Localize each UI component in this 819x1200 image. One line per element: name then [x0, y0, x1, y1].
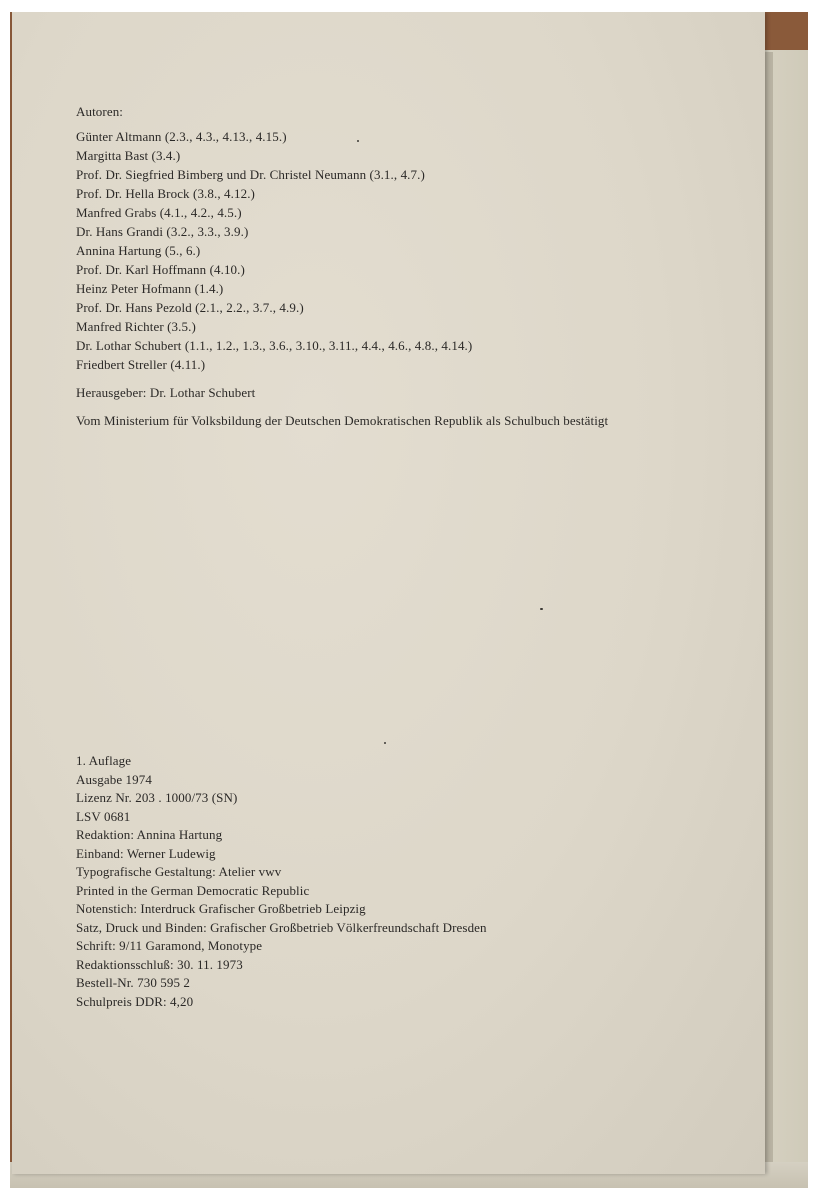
- paper-speck: [540, 608, 543, 610]
- imprint-binding: Einband: Werner Ludewig: [76, 845, 216, 861]
- imprint-issue: Ausgabe 1974: [76, 771, 152, 787]
- paper-speck: [357, 140, 359, 142]
- imprint-price: Schulpreis DDR: 4,20: [76, 993, 194, 1009]
- author-line: Prof. Dr. Hella Brock (3.8., 4.12.): [76, 186, 255, 201]
- author-line: Dr. Hans Grandi (3.2., 3.3., 3.9.): [76, 224, 249, 239]
- paper-speck: [384, 742, 386, 744]
- author-line: Prof. Dr. Siegfried Bimberg und Dr. Christel Neumann (3.1., 4.7.): [76, 167, 425, 182]
- imprint-engraving: Notenstich: Interdruck Grafischer Großbetrieb Leipzig: [76, 901, 366, 916]
- book-cover-edge: [765, 52, 773, 1188]
- author-line: Manfred Richter (3.5.): [76, 319, 196, 334]
- author-line: Manfred Grabs (4.1., 4.2., 4.5.): [76, 205, 242, 220]
- imprint-font: Schrift: 9/11 Garamond, Monotype: [76, 938, 263, 953]
- author-line: Friedbert Streller (4.11.): [76, 357, 206, 372]
- author-line: Prof. Dr. Karl Hoffmann (4.10.): [76, 262, 245, 277]
- imprint-printing: Satz, Druck und Binden: Grafischer Großbetrieb Völkerfreundschaft Dresden: [76, 919, 487, 935]
- imprint-edition: 1. Auflage: [76, 753, 132, 768]
- imprint-section: [76, 752, 487, 1011]
- author-line: Günter Altmann (2.3., 4.3., 4.13., 4.15.): [76, 129, 287, 144]
- imprint-license: Lizenz Nr. 203 . 1000/73 (SN): [76, 790, 238, 805]
- author-line: Prof. Dr. Hans Pezold (2.1., 2.2., 3.7., 4.9.): [76, 300, 304, 315]
- author-line: Annina Hartung (5., 6.): [76, 243, 201, 258]
- imprint-lsv: LSV 0681: [76, 808, 131, 824]
- author-line: Margitta Bast (3.4.): [76, 148, 181, 163]
- author-line: Dr. Lothar Schubert (1.1., 1.2., 1.3., 3.6., 3.10., 3.11., 4.4., 4.6., 4.8., 4.14.): [76, 338, 473, 353]
- book-page: [12, 12, 765, 1174]
- authors-section: [76, 102, 608, 430]
- photo-frame: [10, 12, 808, 1188]
- imprint-order-number: Bestell-Nr. 730 595 2: [76, 975, 191, 990]
- editor-line: Herausgeber: Dr. Lothar Schubert: [76, 385, 256, 400]
- imprint-deadline: Redaktionsschluß: 30. 11. 1973: [76, 956, 243, 972]
- authors-heading: Autoren:: [76, 104, 124, 119]
- approval-line: Vom Ministerium für Volksbildung der Deutschen Demokratischen Republik als Schulbuch bestätigt: [76, 413, 609, 428]
- author-line: Heinz Peter Hofmann (1.4.): [76, 281, 224, 296]
- imprint-typography: Typografische Gestaltung: Atelier vwv: [76, 864, 282, 879]
- imprint-editorial: Redaktion: Annina Hartung: [76, 827, 223, 842]
- imprint-printed-in: Printed in the German Democratic Republic: [76, 882, 310, 898]
